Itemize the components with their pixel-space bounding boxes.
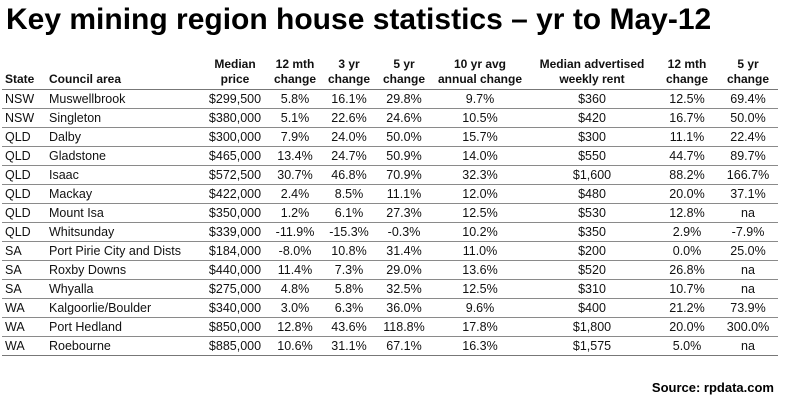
change-10-yr-avg-cell: 12.5% (432, 204, 528, 223)
median-price-cell: $850,000 (202, 318, 268, 337)
change-5-yr-cell: 27.3% (376, 204, 432, 223)
median-price-cell: $572,500 (202, 166, 268, 185)
rent-change-5-yr-cell: na (718, 204, 778, 223)
change-5-yr-cell: 11.1% (376, 185, 432, 204)
weekly-rent-cell: $350 (528, 223, 656, 242)
table-row (2, 337, 778, 356)
median-price-cell: $465,000 (202, 147, 268, 166)
rent-change-5-yr-cell: 166.7% (718, 166, 778, 185)
weekly-rent-cell: $550 (528, 147, 656, 166)
rent-change-5-yr-cell: na (718, 280, 778, 299)
weekly-rent-cell: $480 (528, 185, 656, 204)
change-3-yr-cell: 43.6% (322, 318, 376, 337)
change-5-yr-cell: 67.1% (376, 337, 432, 356)
rent-change-5-yr-cell: 50.0% (718, 109, 778, 128)
change-5-yr-cell: 118.8% (376, 318, 432, 337)
table-row (2, 261, 778, 280)
change-3-yr-cell: 10.8% (322, 242, 376, 261)
weekly-rent-cell: $530 (528, 204, 656, 223)
rent-change-12-mth-cell: 20.0% (656, 318, 718, 337)
change-12-mth-cell: -11.9% (268, 223, 322, 242)
rent-change-5-yr-cell: 300.0% (718, 318, 778, 337)
change-12-mth-cell: 11.4% (268, 261, 322, 280)
table-row (2, 128, 778, 147)
median-price-cell: $275,000 (202, 280, 268, 299)
council-area-cell: Port Pirie City and Dists (46, 242, 202, 261)
change-10-yr-avg-cell: 17.8% (432, 318, 528, 337)
change-5-yr-cell: 31.4% (376, 242, 432, 261)
change-3-yr-cell: 8.5% (322, 185, 376, 204)
council-area-cell: Kalgoorlie/Boulder (46, 299, 202, 318)
state-cell: NSW (2, 109, 46, 128)
statistics-table (2, 45, 778, 356)
median-price-cell: $350,000 (202, 204, 268, 223)
median-price-cell: $184,000 (202, 242, 268, 261)
median-price-cell: $885,000 (202, 337, 268, 356)
change-12-mth-cell: 10.6% (268, 337, 322, 356)
change-10-yr-avg-cell: 16.3% (432, 337, 528, 356)
change-5-yr-cell: 24.6% (376, 109, 432, 128)
median-price-cell: $299,500 (202, 90, 268, 109)
change-12-mth-cell: 7.9% (268, 128, 322, 147)
change-10-yr-avg-cell: 12.5% (432, 280, 528, 299)
header-state: State (2, 45, 46, 90)
rent-change-12-mth-cell: 21.2% (656, 299, 718, 318)
council-area-cell: Isaac (46, 166, 202, 185)
council-area-cell: Port Hedland (46, 318, 202, 337)
change-5-yr-cell: -0.3% (376, 223, 432, 242)
change-12-mth-cell: 3.0% (268, 299, 322, 318)
header-median-rent: Median advertised weekly rent (528, 45, 656, 90)
table-row (2, 147, 778, 166)
change-12-mth-cell: 30.7% (268, 166, 322, 185)
weekly-rent-cell: $300 (528, 128, 656, 147)
median-price-cell: $300,000 (202, 128, 268, 147)
rent-change-5-yr-cell: -7.9% (718, 223, 778, 242)
state-cell: SA (2, 280, 46, 299)
table-row (2, 299, 778, 318)
weekly-rent-cell: $420 (528, 109, 656, 128)
state-cell: SA (2, 261, 46, 280)
change-3-yr-cell: 31.1% (322, 337, 376, 356)
change-3-yr-cell: 24.7% (322, 147, 376, 166)
change-12-mth-cell: 13.4% (268, 147, 322, 166)
rent-change-5-yr-cell: 25.0% (718, 242, 778, 261)
page-title: Key mining region house statistics – yr to May-12 (6, 3, 712, 36)
source-note: Source: rpdata.com (651, 380, 774, 395)
header-3-yr-change: 3 yr change (322, 45, 376, 90)
council-area-cell: Dalby (46, 128, 202, 147)
rent-change-12-mth-cell: 88.2% (656, 166, 718, 185)
table-row (2, 185, 778, 204)
weekly-rent-cell: $520 (528, 261, 656, 280)
state-cell: QLD (2, 147, 46, 166)
table-row (2, 280, 778, 299)
header-row (2, 45, 778, 90)
rent-change-5-yr-cell: 22.4% (718, 128, 778, 147)
state-cell: NSW (2, 90, 46, 109)
change-10-yr-avg-cell: 13.6% (432, 261, 528, 280)
change-10-yr-avg-cell: 12.0% (432, 185, 528, 204)
weekly-rent-cell: $1,575 (528, 337, 656, 356)
change-5-yr-cell: 50.0% (376, 128, 432, 147)
change-12-mth-cell: 2.4% (268, 185, 322, 204)
council-area-cell: Whitsunday (46, 223, 202, 242)
rent-change-5-yr-cell: 89.7% (718, 147, 778, 166)
council-area-cell: Roebourne (46, 337, 202, 356)
median-price-cell: $440,000 (202, 261, 268, 280)
table-row (2, 90, 778, 109)
change-12-mth-cell: 4.8% (268, 280, 322, 299)
header-12-mth-change: 12 mth change (268, 45, 322, 90)
council-area-cell: Muswellbrook (46, 90, 202, 109)
change-12-mth-cell: 1.2% (268, 204, 322, 223)
change-3-yr-cell: 7.3% (322, 261, 376, 280)
change-3-yr-cell: 6.3% (322, 299, 376, 318)
change-10-yr-avg-cell: 11.0% (432, 242, 528, 261)
change-5-yr-cell: 29.8% (376, 90, 432, 109)
change-3-yr-cell: 6.1% (322, 204, 376, 223)
table-row (2, 204, 778, 223)
council-area-cell: Singleton (46, 109, 202, 128)
table-row (2, 318, 778, 337)
change-10-yr-avg-cell: 14.0% (432, 147, 528, 166)
rent-change-12-mth-cell: 5.0% (656, 337, 718, 356)
change-5-yr-cell: 50.9% (376, 147, 432, 166)
rent-change-5-yr-cell: na (718, 261, 778, 280)
change-12-mth-cell: 5.8% (268, 90, 322, 109)
change-5-yr-cell: 32.5% (376, 280, 432, 299)
change-10-yr-avg-cell: 15.7% (432, 128, 528, 147)
rent-change-5-yr-cell: 73.9% (718, 299, 778, 318)
rent-change-12-mth-cell: 12.5% (656, 90, 718, 109)
weekly-rent-cell: $1,600 (528, 166, 656, 185)
council-area-cell: Mackay (46, 185, 202, 204)
state-cell: WA (2, 318, 46, 337)
change-12-mth-cell: 5.1% (268, 109, 322, 128)
rent-change-12-mth-cell: 20.0% (656, 185, 718, 204)
rent-change-5-yr-cell: na (718, 337, 778, 356)
state-cell: QLD (2, 204, 46, 223)
median-price-cell: $340,000 (202, 299, 268, 318)
rent-change-12-mth-cell: 11.1% (656, 128, 718, 147)
change-5-yr-cell: 36.0% (376, 299, 432, 318)
rent-change-12-mth-cell: 44.7% (656, 147, 718, 166)
change-5-yr-cell: 29.0% (376, 261, 432, 280)
change-3-yr-cell: 24.0% (322, 128, 376, 147)
change-3-yr-cell: -15.3% (322, 223, 376, 242)
rent-change-12-mth-cell: 16.7% (656, 109, 718, 128)
header-5-yr-change: 5 yr change (376, 45, 432, 90)
table-body (2, 90, 778, 356)
council-area-cell: Roxby Downs (46, 261, 202, 280)
change-3-yr-cell: 16.1% (322, 90, 376, 109)
state-cell: QLD (2, 128, 46, 147)
state-cell: QLD (2, 223, 46, 242)
header-median-price: Median price (202, 45, 268, 90)
weekly-rent-cell: $360 (528, 90, 656, 109)
change-12-mth-cell: -8.0% (268, 242, 322, 261)
council-area-cell: Mount Isa (46, 204, 202, 223)
rent-change-5-yr-cell: 69.4% (718, 90, 778, 109)
rent-change-5-yr-cell: 37.1% (718, 185, 778, 204)
state-cell: WA (2, 337, 46, 356)
median-price-cell: $422,000 (202, 185, 268, 204)
change-10-yr-avg-cell: 10.5% (432, 109, 528, 128)
change-10-yr-avg-cell: 10.2% (432, 223, 528, 242)
rent-change-12-mth-cell: 10.7% (656, 280, 718, 299)
change-12-mth-cell: 12.8% (268, 318, 322, 337)
state-cell: WA (2, 299, 46, 318)
rent-change-12-mth-cell: 12.8% (656, 204, 718, 223)
council-area-cell: Gladstone (46, 147, 202, 166)
table-row (2, 166, 778, 185)
weekly-rent-cell: $200 (528, 242, 656, 261)
change-3-yr-cell: 5.8% (322, 280, 376, 299)
rent-change-12-mth-cell: 2.9% (656, 223, 718, 242)
change-10-yr-avg-cell: 9.6% (432, 299, 528, 318)
rent-change-12-mth-cell: 0.0% (656, 242, 718, 261)
header-rent-5-yr-change: 5 yr change (718, 45, 778, 90)
state-cell: SA (2, 242, 46, 261)
median-price-cell: $380,000 (202, 109, 268, 128)
weekly-rent-cell: $400 (528, 299, 656, 318)
header-10-yr-avg-change: 10 yr avg annual change (432, 45, 528, 90)
median-price-cell: $339,000 (202, 223, 268, 242)
table-row (2, 109, 778, 128)
header-council-area: Council area (46, 45, 202, 90)
change-10-yr-avg-cell: 32.3% (432, 166, 528, 185)
table-row (2, 223, 778, 242)
state-cell: QLD (2, 166, 46, 185)
change-3-yr-cell: 46.8% (322, 166, 376, 185)
council-area-cell: Whyalla (46, 280, 202, 299)
change-10-yr-avg-cell: 9.7% (432, 90, 528, 109)
weekly-rent-cell: $1,800 (528, 318, 656, 337)
rent-change-12-mth-cell: 26.8% (656, 261, 718, 280)
change-5-yr-cell: 70.9% (376, 166, 432, 185)
weekly-rent-cell: $310 (528, 280, 656, 299)
header-rent-12-mth-change: 12 mth change (656, 45, 718, 90)
table-row (2, 242, 778, 261)
change-3-yr-cell: 22.6% (322, 109, 376, 128)
state-cell: QLD (2, 185, 46, 204)
